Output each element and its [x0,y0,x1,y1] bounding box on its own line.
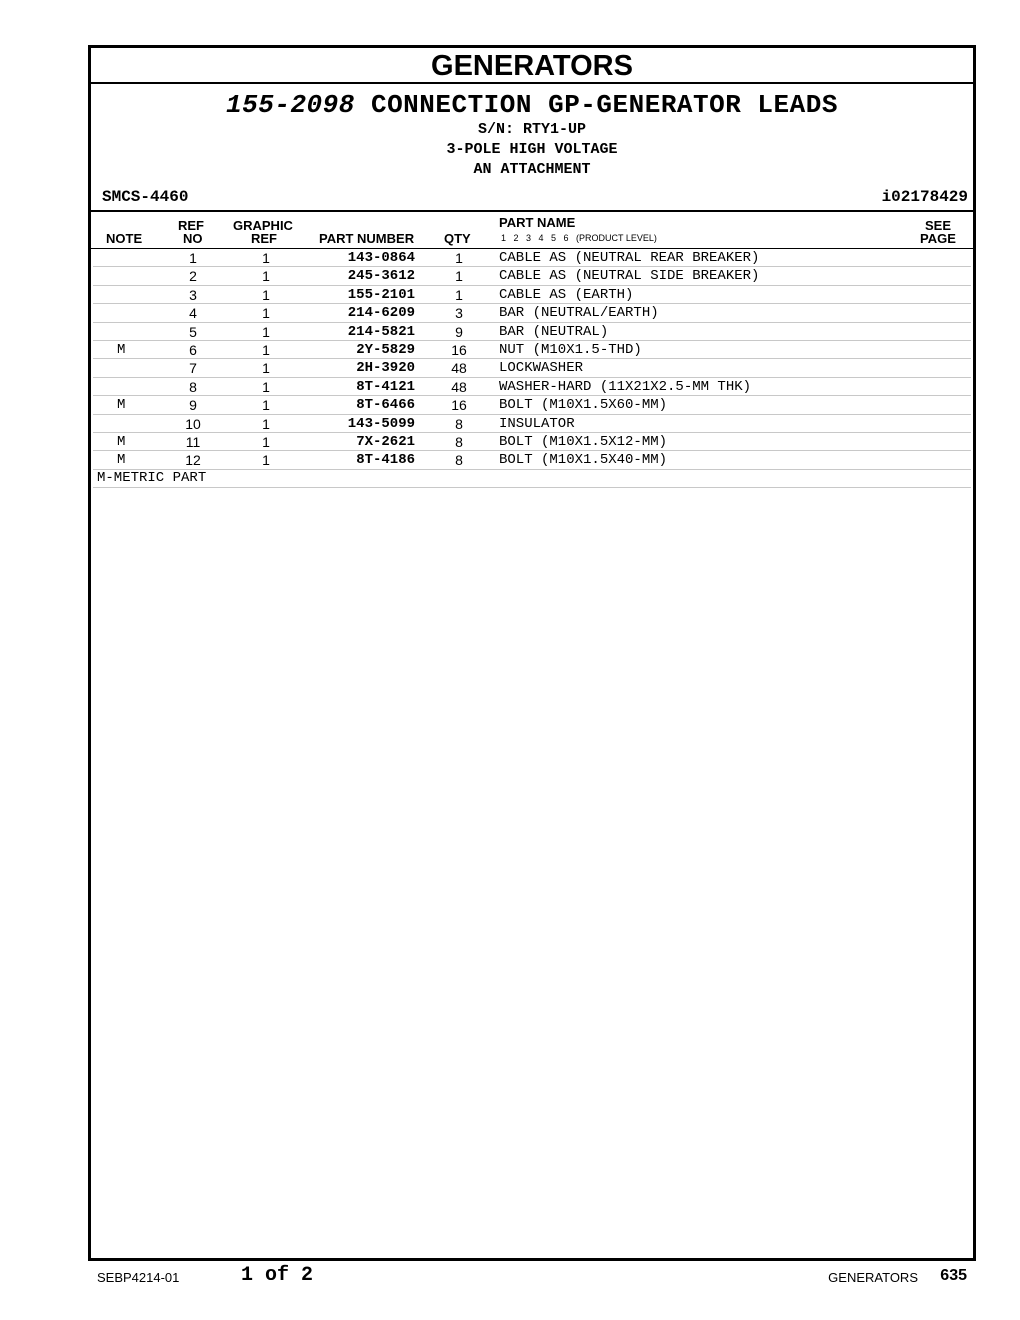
part-ref-no: 1 [189,250,197,266]
part-qty: 48 [451,360,467,377]
part-number: 155-2101 [347,286,415,303]
part-graphic-ref: 1 [262,268,270,285]
part-note: M [117,397,126,414]
table-row [93,415,971,433]
part-number: 8T-4186 [356,452,415,469]
part-number: 8T-6466 [356,397,415,414]
part-name: BOLT (M10X1.5X12-MM) [499,433,668,450]
col-see-top: SEE [925,218,952,233]
part-ref-no: 10 [185,415,201,432]
part-name: WASHER-HARD (11X21X2.5-MM THK) [499,378,752,395]
part-number: 245-3612 [347,268,415,285]
part-name: NUT (M10X1.5-THD) [499,341,642,358]
part-qty: 8 [455,452,463,469]
part-number: 8T-4121 [356,378,415,395]
part-number: 143-0864 [347,250,415,266]
part-name: BAR (NEUTRAL) [499,323,609,340]
page-footer [0,1262,1020,1292]
part-name: BOLT (M10X1.5X40-MM) [499,452,668,469]
page-of: 1 of 2 [241,1264,314,1287]
part-name: CABLE AS (NEUTRAL REAR BREAKER) [499,250,760,266]
group-subtitle-1: 3-POLE HIGH VOLTAGE [446,141,618,158]
part-qty: 16 [451,397,467,414]
table-row [93,286,971,304]
part-graphic-ref: 1 [262,323,270,340]
table-row [93,359,971,377]
part-note: M [117,341,126,358]
part-qty: 48 [451,378,467,395]
table-row [93,451,971,469]
part-ref-no: 4 [189,305,197,322]
part-ref-no: 8 [189,378,197,395]
part-number: 2Y-5829 [356,341,415,358]
col-graphic-top: GRAPHIC [233,218,293,233]
col-ref-bottom: NO [183,231,203,246]
part-graphic-ref: 1 [262,452,270,469]
footnote: M-METRIC PART [93,470,971,488]
part-graphic-ref: 1 [262,415,270,432]
part-ref-no: 12 [185,452,201,469]
part-graphic-ref: 1 [262,305,270,322]
part-qty: 1 [455,286,463,303]
col-see-bottom: PAGE [920,231,956,246]
part-qty: 1 [455,250,463,266]
part-ref-no: 9 [189,397,197,414]
smcs-code: SMCS-4460 [102,188,189,206]
col-ref-top: REF [178,218,204,233]
group-subtitle-2: AN ATTACHMENT [473,161,591,178]
serial-range: S/N: RTY1-UP [477,121,587,138]
part-number: 214-5821 [347,323,415,340]
document-number: SEBP4214-01 [97,1270,180,1285]
part-name: INSULATOR [499,415,575,432]
part-name: BAR (NEUTRAL/EARTH) [499,305,659,322]
part-number: 143-5099 [347,415,415,432]
part-qty: 1 [455,268,463,285]
parts-list [91,249,973,470]
section-title: GENERATORS [91,48,973,84]
part-name: LOCKWASHER [499,360,584,377]
part-graphic-ref: 1 [262,433,270,450]
group-name: CONNECTION GP-GENERATOR LEADS [370,90,838,120]
col-part-number: PART NUMBER [319,231,415,246]
part-ref-no: 7 [189,360,197,377]
part-name: CABLE AS (EARTH) [499,286,634,303]
table-row [93,378,971,396]
part-ref-no: 6 [189,341,197,358]
part-graphic-ref: 1 [262,397,270,414]
col-product-levels: 1 2 3 4 5 6 (PRODUCT LEVEL) [501,233,657,243]
part-number: 2H-3920 [356,360,415,377]
part-note: M [117,452,126,469]
part-ref-no: 3 [189,286,197,303]
col-note: NOTE [106,231,143,246]
part-graphic-ref: 1 [262,286,270,303]
table-row [93,304,971,322]
group-title [91,90,973,120]
page-number: 635 [940,1267,967,1284]
part-qty: 3 [455,305,463,322]
part-graphic-ref: 1 [262,378,270,395]
part-graphic-ref: 1 [262,360,270,377]
table-row [93,433,971,451]
table-row [93,341,971,359]
group-header [91,90,973,180]
part-ref-no: 11 [185,433,201,450]
part-ref-no: 2 [189,268,197,285]
illustration-id: i02178429 [881,188,968,206]
part-name: BOLT (M10X1.5X60-MM) [499,397,668,414]
col-graphic-bottom: REF [251,231,277,246]
table-row [93,323,971,341]
part-qty: 8 [455,415,463,432]
col-part-name: PART NAME [499,215,576,230]
part-note: M [117,433,126,450]
col-qty: QTY [444,231,471,246]
part-name: CABLE AS (NEUTRAL SIDE BREAKER) [499,268,760,285]
page-frame [88,45,976,1261]
part-graphic-ref: 1 [262,341,270,358]
part-number: 7X-2621 [356,433,415,450]
column-header [91,212,973,249]
part-graphic-ref: 1 [262,250,270,266]
table-row [93,396,971,414]
part-ref-no: 5 [189,323,197,340]
part-qty: 8 [455,433,463,450]
footer-section: GENERATORS [828,1270,918,1285]
table-row [93,267,971,285]
part-qty: 9 [455,323,463,340]
part-qty: 16 [451,341,467,358]
identifier-row [91,186,973,212]
part-number: 214-6209 [347,305,415,322]
group-part-number: 155-2098 [226,90,355,120]
table-row [93,249,971,267]
